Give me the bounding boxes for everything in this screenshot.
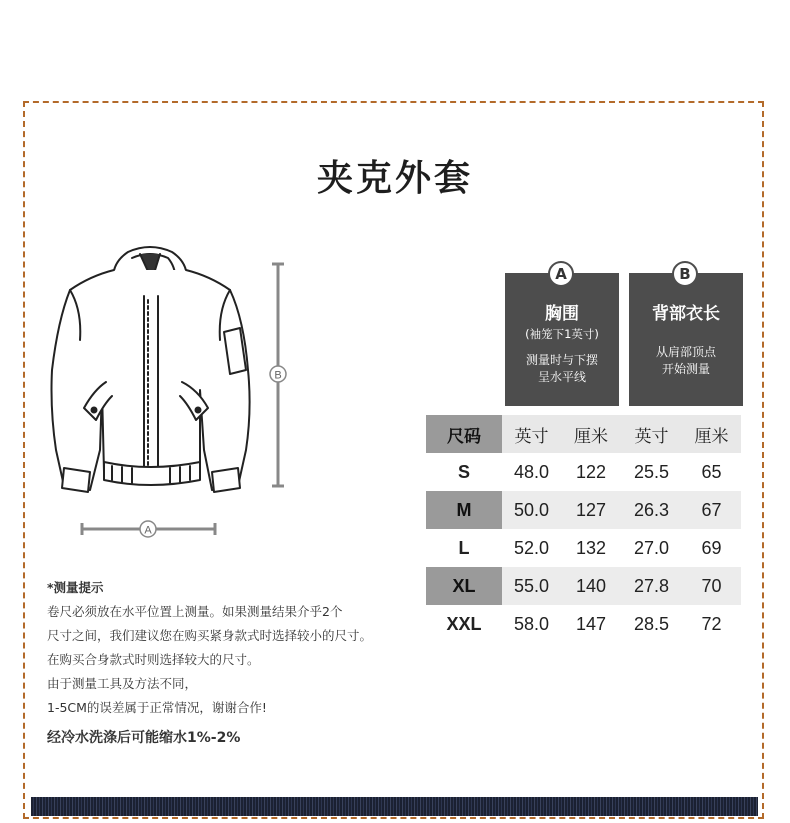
measurement-tips xyxy=(47,576,372,750)
table-cell: 27.0 xyxy=(633,537,670,558)
table-row xyxy=(426,491,741,529)
table-row xyxy=(426,567,741,605)
tips-line: 卷尺必须放在水平位置上测量。如果测量结果介乎2个 xyxy=(47,604,343,619)
col-length-inch: 英寸 xyxy=(621,415,682,453)
table-cell: 147 xyxy=(575,613,607,634)
size-cell: M xyxy=(426,491,502,529)
table-row xyxy=(426,605,741,643)
header-back-length-name: 背部衣长 xyxy=(652,304,720,324)
table-cell: 25.5 xyxy=(633,461,670,482)
header-chest xyxy=(505,265,619,406)
table-cell: 58.0 xyxy=(513,613,550,634)
tips-line: 在购买合身款式时则选择较大的尺寸。 xyxy=(47,652,260,667)
page-title: 夹克外套 xyxy=(316,158,473,199)
header-chest-desc-1: 测量时与下摆 xyxy=(525,353,598,367)
table-cell: 55.0 xyxy=(502,567,561,605)
header-chest-desc-2: 呈水平线 xyxy=(537,370,586,384)
badge-a: A xyxy=(548,261,574,287)
denim-strip xyxy=(31,797,758,816)
table-cell: 69 xyxy=(701,537,722,558)
header-back-length-desc-1: 从肩部顶点 xyxy=(655,345,716,359)
jacket-diagram xyxy=(40,240,290,540)
shrink-note: 经冷水洗涤后可能缩水1%-2% xyxy=(47,730,241,746)
table-cell: 70 xyxy=(682,567,741,605)
table-cell: 48.0 xyxy=(513,461,550,482)
table-cell: 65 xyxy=(701,461,722,482)
table-cell: 52.0 xyxy=(513,537,550,558)
header-chest-name: 胸围 xyxy=(545,304,579,324)
tips-line: 尺寸之间，我们建议您在购买紧身款式时选择较小的尺寸。 xyxy=(47,628,373,643)
col-size: 尺码 xyxy=(426,415,502,453)
col-length-cm: 厘米 xyxy=(682,415,741,453)
measure-b-label: B xyxy=(274,369,282,382)
header-back-length xyxy=(629,265,743,406)
table-cell: 122 xyxy=(575,461,607,482)
table-cell: 27.8 xyxy=(621,567,682,605)
tips-line: 1-5CM的误差属于正常情况，谢谢合作! xyxy=(47,700,267,715)
table-row xyxy=(426,529,741,567)
table-cell: 67 xyxy=(682,491,741,529)
table-cell: 132 xyxy=(575,537,607,558)
header-chest-sub: (袖笼下1英寸) xyxy=(525,327,599,341)
tips-line: 由于测量工具及方法不同， xyxy=(47,676,198,691)
measure-a-label: A xyxy=(144,524,152,537)
tips-heading: *测量提示 xyxy=(47,580,104,595)
table-cell: 28.5 xyxy=(633,613,670,634)
table-cell: 50.0 xyxy=(502,491,561,529)
header-back-length-desc-2: 开始测量 xyxy=(661,362,710,376)
table-cell: 140 xyxy=(561,567,621,605)
size-cell: L xyxy=(458,537,470,558)
col-chest-cm: 厘米 xyxy=(561,415,621,453)
table-cell: 26.3 xyxy=(621,491,682,529)
size-cell: S xyxy=(457,461,470,482)
size-cell: XXL xyxy=(446,613,482,634)
size-table-header-row xyxy=(426,415,741,453)
table-row xyxy=(426,453,741,491)
table-cell: 127 xyxy=(561,491,621,529)
badge-b: B xyxy=(672,261,698,287)
col-chest-inch: 英寸 xyxy=(502,415,561,453)
size-cell: XL xyxy=(426,567,502,605)
size-table xyxy=(426,415,741,643)
table-cell: 72 xyxy=(701,613,722,634)
